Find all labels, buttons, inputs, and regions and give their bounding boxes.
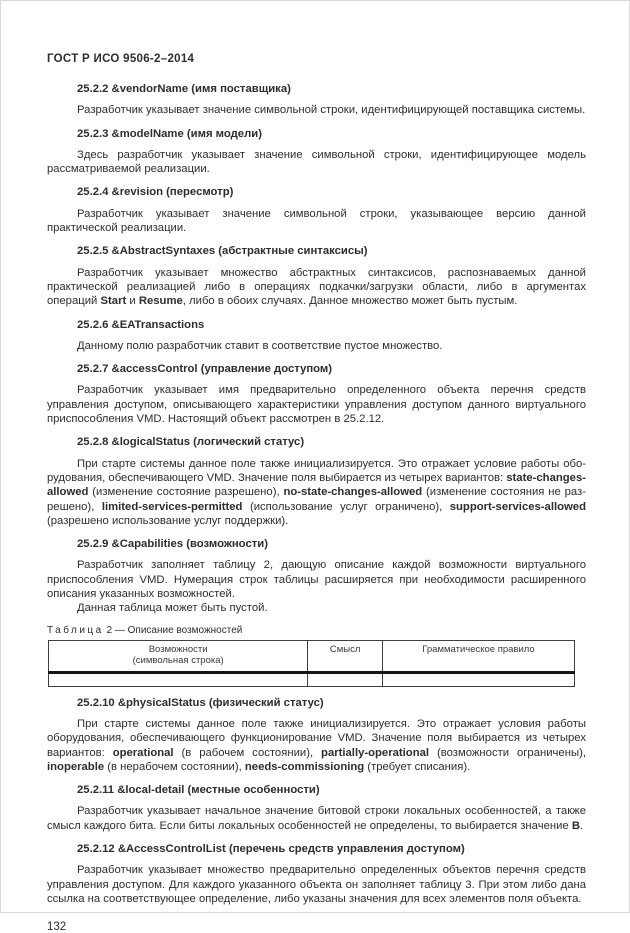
- empty-cell: [308, 672, 383, 686]
- section-heading: 25.2.9 &Capabilities (возможности): [77, 538, 268, 551]
- section-heading: 25.2.6 &EATransactions: [77, 318, 205, 331]
- table-row: [49, 672, 575, 686]
- table-caption-number: 2: [106, 624, 113, 636]
- paragraph-text: и: [126, 295, 139, 308]
- column-header-line: Возможности: [148, 643, 208, 655]
- paragraph-text: (в рабочем состоянии),: [173, 746, 322, 759]
- paragraph-text: (возможности ограничены),: [429, 746, 586, 759]
- paragraph: [47, 601, 586, 615]
- bold-term: Resume: [138, 295, 183, 308]
- paragraph: [47, 383, 586, 426]
- bold-term: operational: [112, 746, 174, 759]
- paragraph-text: При старте системы данное поле также инициализируется. Это отражает условие работы оборудования, обеспечивающего VMD. Значение поля выбирается из четырех вариантов:: [47, 457, 586, 484]
- bold-term: inoperable: [47, 760, 105, 773]
- gost-standard-header: ГОСТ Р ИСО 9506-2–2014: [47, 53, 195, 65]
- capabilities-table: [48, 640, 575, 687]
- page-number: 132: [47, 921, 67, 933]
- paragraph: [47, 804, 586, 833]
- table-caption: [47, 625, 586, 637]
- bold-term: partially-operational: [321, 746, 430, 759]
- column-header-line: (символьная строка): [132, 655, 224, 667]
- section-heading: 25.2.3 &modelName (имя модели): [77, 127, 262, 140]
- section-heading: 25.2.4 &revision (пересмотр): [77, 186, 234, 199]
- column-header: [49, 640, 308, 672]
- paragraph-text: Разработчик указывает значение символьной строки, указывающее версию данной практической реализации.: [47, 207, 586, 235]
- paragraph-text: Разработчик указывает множество предварительно определенных объектов перечня средств управления доступом. Для каждого указанного объекта он заполняет таблицу 3. При этом либо дана ссылка на соответствующее определение, либо указаны значения для всех элементов поля объекта.: [47, 864, 586, 905]
- column-header-line: Грамматическое правило: [422, 643, 535, 655]
- paragraph: [47, 863, 586, 906]
- paragraph-text: Здесь разработчик указывает значение символьной строки, идентифицирующее модель рассматриваемой реализации.: [47, 148, 586, 176]
- table-caption-separator: —: [114, 624, 125, 636]
- paragraph: [47, 558, 586, 601]
- bold-term: state-changes-allowed: [47, 471, 586, 499]
- section-heading: 25.2.2 &vendorName (имя поставщика): [77, 83, 291, 95]
- section-heading: 25.2.11 &local-detail (местные особенности): [77, 784, 320, 797]
- paragraph: [47, 339, 586, 353]
- paragraph-text: .: [580, 819, 584, 832]
- column-header-line: Смысл: [329, 643, 361, 655]
- paragraph-text: (изменение состояния не разрешено),: [47, 486, 586, 513]
- section-heading: 25.2.10 &physicalStatus (физический статус): [77, 696, 324, 709]
- bold-term: no-state-changes-allowed: [283, 486, 423, 499]
- paragraph-text: (в нерабочем состоянии),: [104, 760, 245, 773]
- paragraph-text: Разработчик указывает множество абстрактных синтаксисов, распознаваемых данной практической реализацией либо в операциях подкачки/загрузки области, либо в аргументах операций: [47, 266, 586, 308]
- section-heading: 25.2.8 &logicalStatus (логический статус): [77, 436, 305, 449]
- paragraph-text: Данная таблица может быть пустой.: [77, 602, 268, 615]
- paragraph: [47, 103, 586, 117]
- table-header-row: [49, 640, 575, 672]
- paragraph-text: Разработчик указывает значение символьной строки, идентифицирующей поставщика системы.: [77, 104, 586, 117]
- bold-term: needs-commissioning: [244, 760, 365, 773]
- section-heading: 25.2.5 &AbstractSyntaxes (абстрактные синтаксисы): [77, 245, 368, 258]
- paragraph-text: (изменение состояние разрешено),: [88, 486, 284, 499]
- paragraph: [47, 266, 586, 309]
- paragraph-text: , либо в обоих случаях. Данное множество может быть пустым.: [182, 295, 518, 308]
- column-header: [308, 640, 383, 672]
- paragraph: [47, 717, 586, 774]
- section-heading: 25.2.12 &AccessControlList (перечень средств управления доступом): [77, 842, 465, 855]
- paragraph-text: Разработчик указывает начальное значение битовой строки локальных особенностей, а также смысл каждого бита. Если биты локальных особенностей не определены, то выбирается значение: [47, 805, 586, 832]
- paragraph-text: Данному полю разработчик ставит в соответствие пустое множество.: [77, 339, 443, 352]
- table-caption-title: Описание возможностей: [127, 624, 243, 636]
- paragraph: [47, 207, 586, 236]
- paragraph-text: Разработчик указывает имя предварительно определенного объекта перечня средств управления доступом, описывающего характеристики управления доступом данного виртуального приспособления VMD. Настоящий объект рассмотрен в 25.2.12.: [47, 384, 586, 426]
- document-content: [47, 82, 586, 906]
- bold-term: B: [571, 819, 581, 832]
- paragraph-text: (требует списания).: [364, 760, 471, 773]
- column-header: [383, 640, 575, 672]
- empty-cell: [49, 672, 308, 686]
- paragraph: [47, 457, 586, 528]
- section-heading: 25.2.7 &accessControl (управление доступом): [77, 363, 333, 376]
- paragraph-text: Разработчик заполняет таблицу 2, дающую описание каждой возможности виртуального приспособления VMD. Нумерация строк таблицы расширяется при необходимости расширенного описания указанных возможностей.: [47, 559, 586, 601]
- table-caption-word: Таблица: [47, 624, 104, 636]
- paragraph-text: При старте системы данное поле также инициализируется. Это отражает условия работы оборудования, обеспечивающего функционирование VMD. Значение поля выбирается из четырех вариантов:: [47, 717, 586, 759]
- paragraph: [47, 148, 586, 177]
- bold-term: Start: [100, 295, 127, 308]
- bold-term: limited-services-permitted: [101, 500, 243, 513]
- table-head: [49, 640, 575, 672]
- empty-cell: [383, 672, 575, 686]
- table-body: [49, 672, 575, 686]
- bold-term: support-services-allowed: [449, 500, 586, 513]
- paragraph-text: (использование услуг ограничено),: [242, 500, 450, 513]
- paragraph-text: (разрешено использование услуг поддержки).: [47, 514, 289, 527]
